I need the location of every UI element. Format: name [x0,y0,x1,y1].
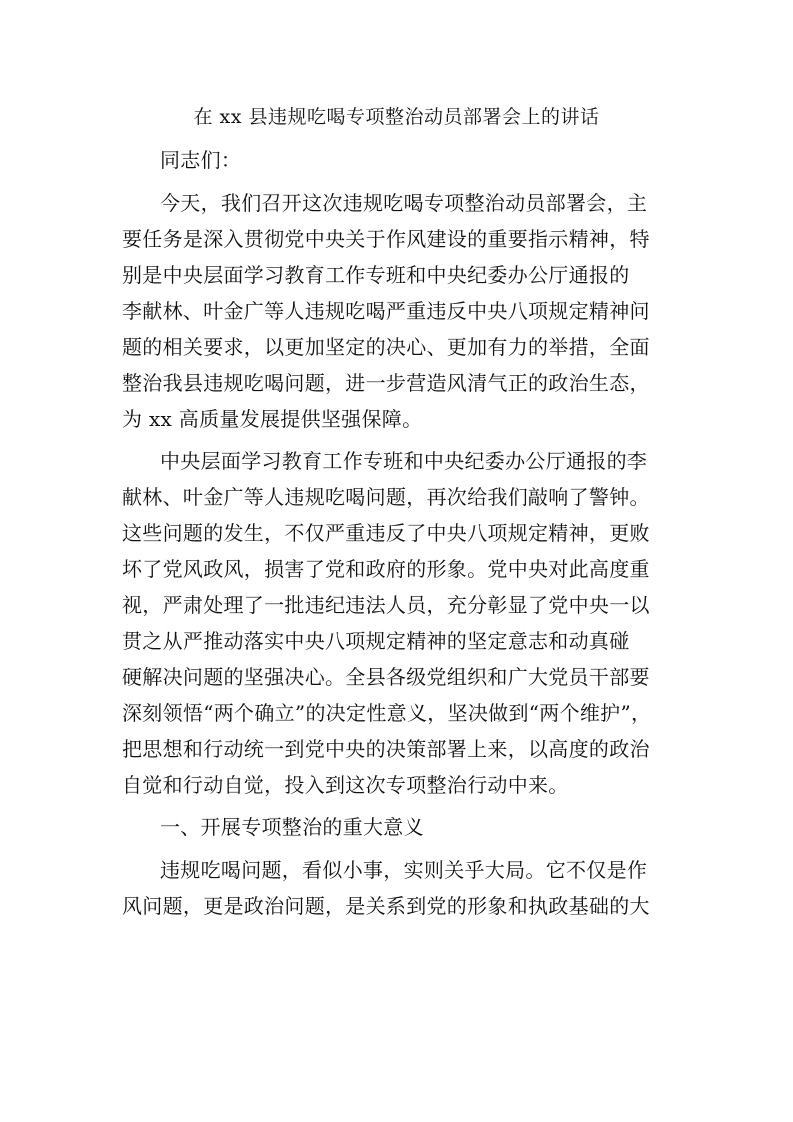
paragraph-line: 硬解决问题的坚强决心。全县各级党组织和广大党员干部要 [122,665,650,689]
paragraph-line: 自觉和行动自觉，投入到这次专项整治行动中来。 [122,773,569,797]
paragraph-line: 风问题，更是政治问题，是关系到党的形象和执政基础的大 [122,894,650,918]
document-title: 在 xx 县违规吃喝专项整治动员部署会上的讲话 [193,106,600,128]
paragraph-line: 别是中央层面学习教育工作专班和中央纪委办公厅通报的 [122,263,630,287]
paragraph-line: 献林、叶金广等人违规吃喝问题，再次给我们敲响了警钟。 [122,485,650,509]
paragraph-line: 坏了党风政风，损害了党和政府的形象。党中央对此高度重 [122,557,650,581]
paragraph-line: 李献林、叶金广等人违规吃喝严重违反中央八项规定精神问 [122,299,650,323]
paragraph-line: 要任务是深入贯彻党中央关于作风建设的重要指示精神，特 [122,227,650,251]
salutation: 同志们： [160,148,242,172]
paragraph-line: 贯之从严推动落实中央八项规定精神的坚定意志和动真碰 [122,629,630,653]
paragraph-line: 把思想和行动统一到党中央的决策部署上来，以高度的政治 [122,737,650,761]
paragraph-line: 整治我县违规吃喝问题，进一步营造风清气正的政治生态， [122,371,650,395]
paragraph-line: 这些问题的发生，不仅严重违反了中央八项规定精神，更败 [122,521,650,545]
paragraph-line: 视，严肃处理了一批违纪违法人员，充分彰显了党中央一以 [122,593,650,617]
paragraph-line: 违规吃喝问题，看似小事，实则关乎大局。它不仅是作 [160,858,648,882]
paragraph-line: 中央层面学习教育工作专班和中央纪委办公厅通报的李 [160,449,648,473]
paragraph-line: 题的相关要求，以更加坚定的决心、更加有力的举措，全面 [122,335,650,359]
paragraph-line: 今天，我们召开这次违规吃喝专项整治动员部署会，主 [160,191,648,215]
section-heading: 一、开展专项整治的重大意义 [160,815,424,839]
paragraph-line: 深刻领悟“两个确立”的决定性意义，坚决做到“两个维护”， [122,701,652,725]
paragraph-line: 为 xx 高质量发展提供坚强保障。 [122,407,423,431]
